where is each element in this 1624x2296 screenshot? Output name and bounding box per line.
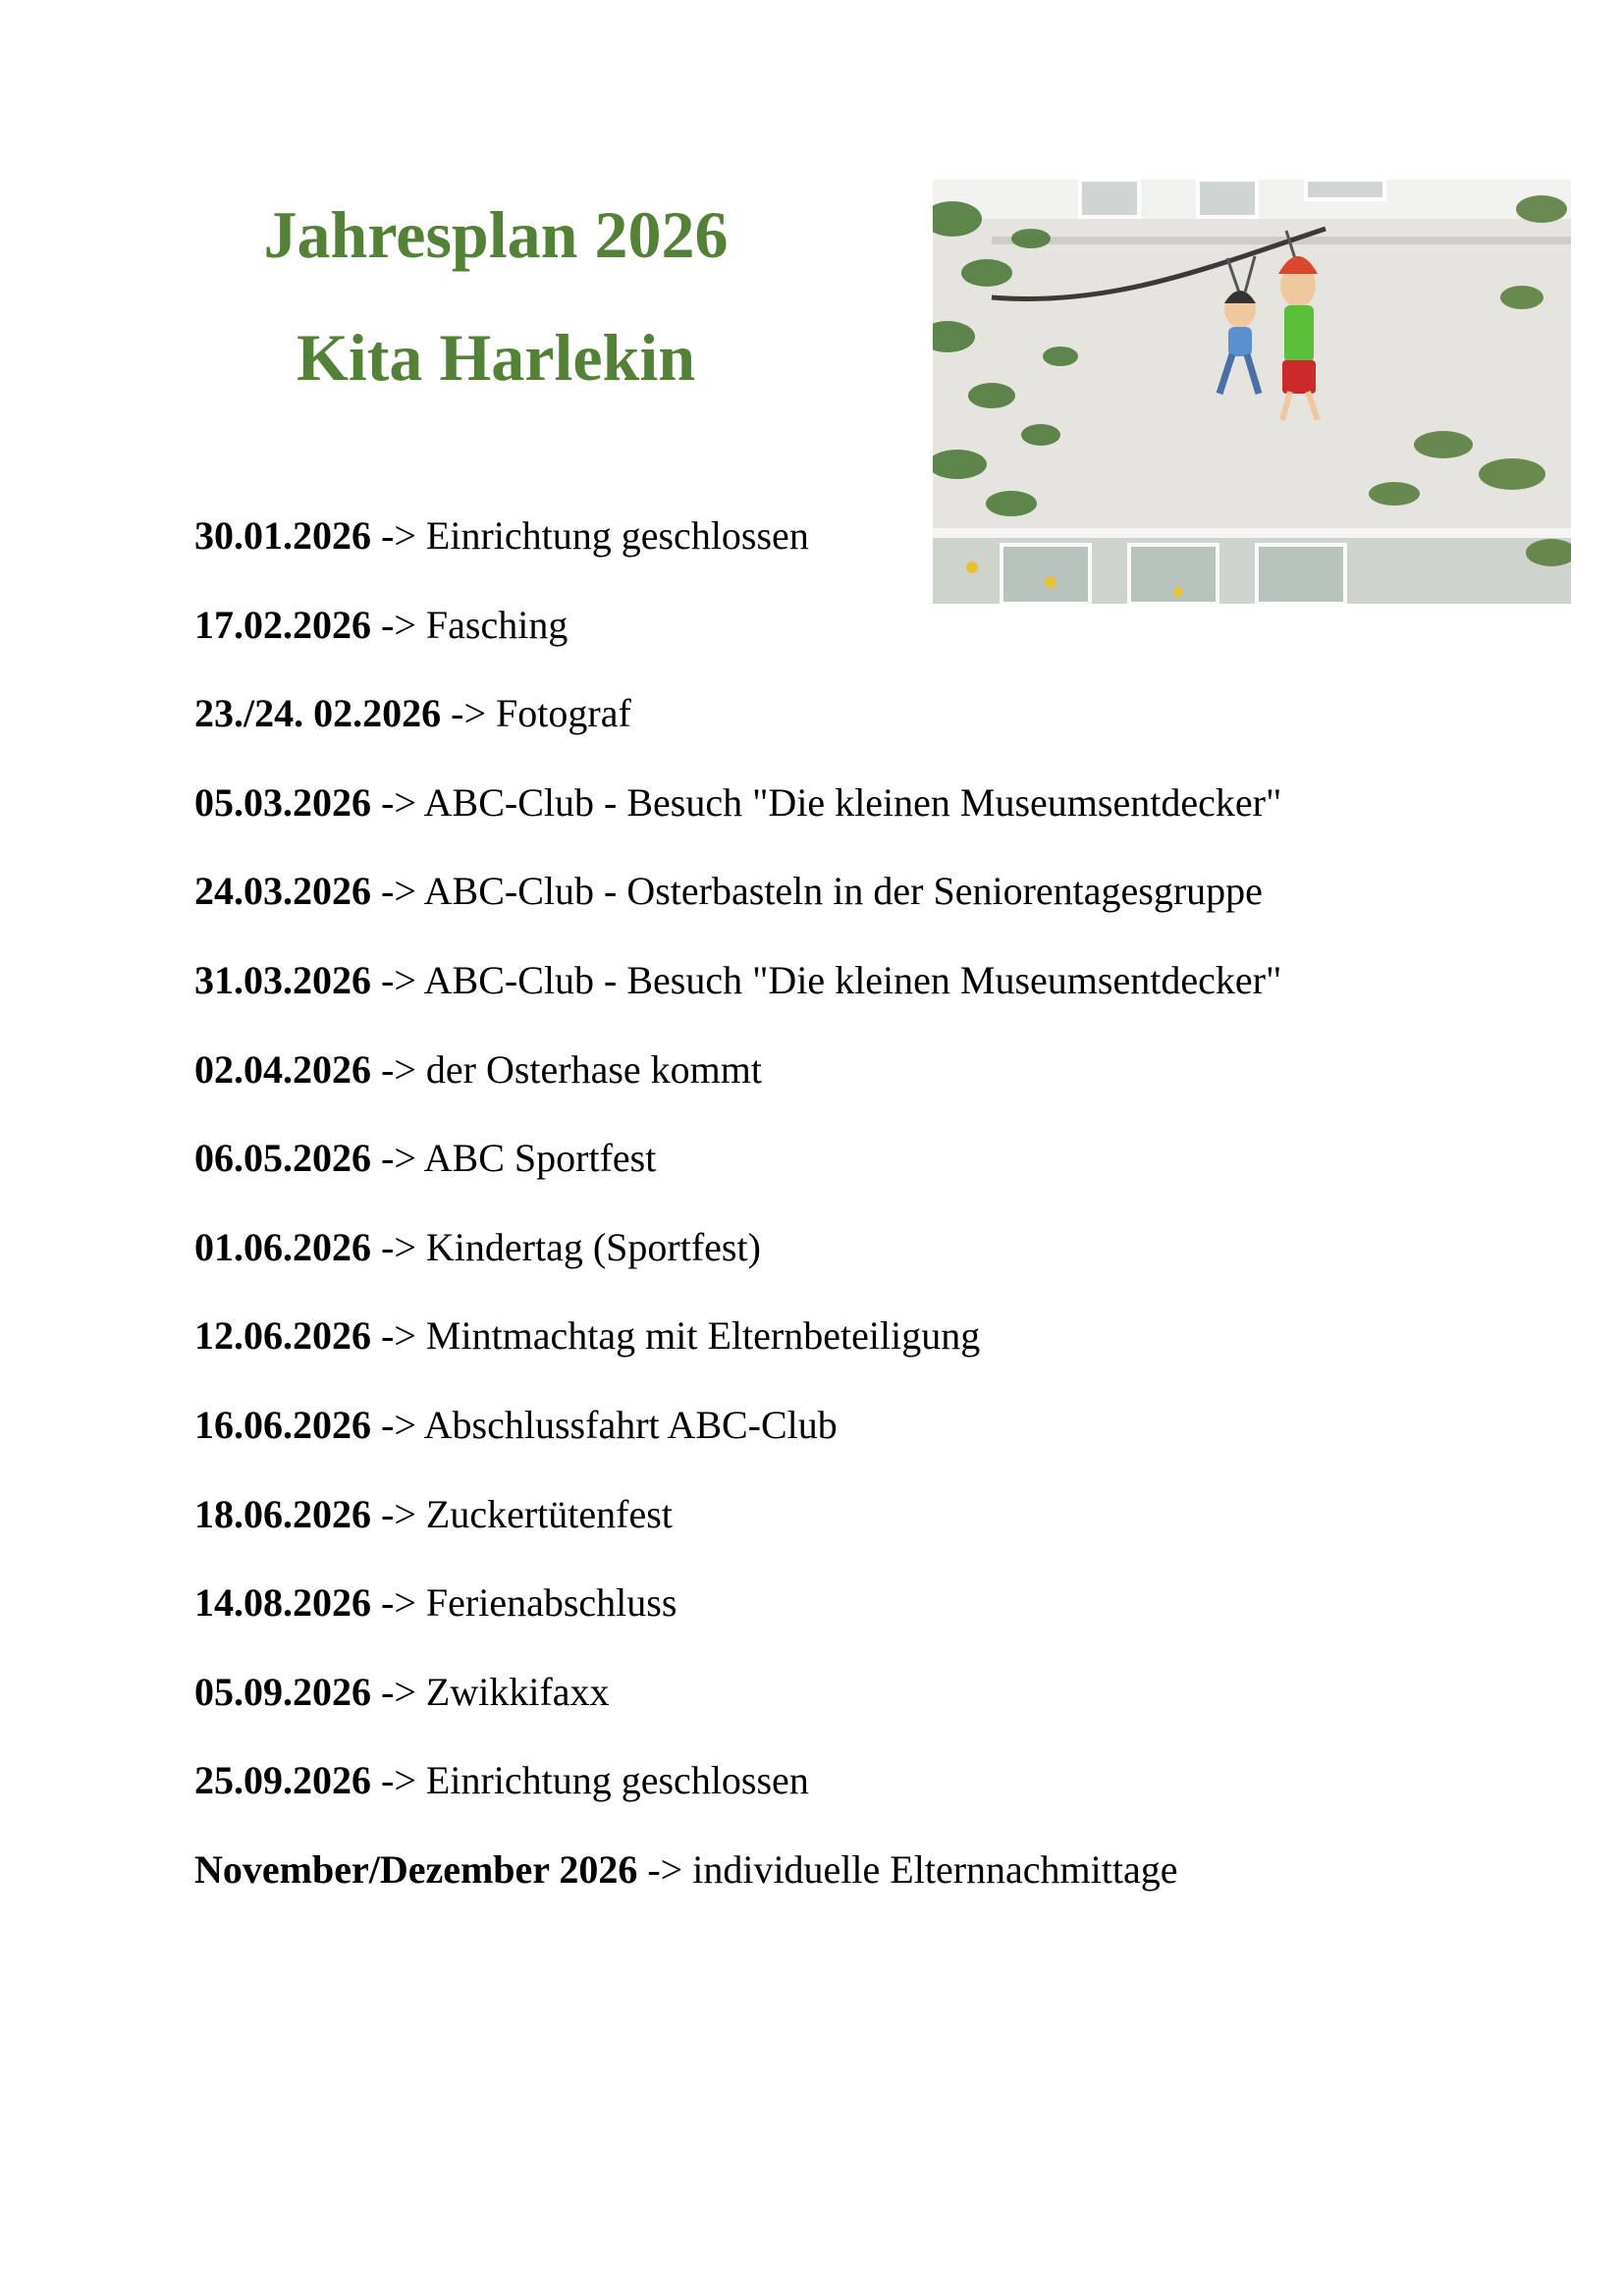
event-item	[194, 1220, 1569, 1309]
photo-window	[1306, 180, 1384, 199]
event-list	[194, 508, 1569, 1932]
event-date: 12.06.2026	[194, 1313, 371, 1359]
event-separator: ->	[371, 513, 426, 558]
event-date: 16.06.2026	[194, 1402, 371, 1447]
event-text: Fotograf	[496, 691, 631, 736]
event-item	[194, 1753, 1569, 1842]
event-separator: ->	[371, 1224, 426, 1269]
event-separator: ->	[371, 1046, 426, 1092]
event-date: 30.01.2026	[194, 513, 371, 558]
event-date: 02.04.2026	[194, 1046, 371, 1092]
event-item	[194, 1398, 1569, 1487]
event-separator: ->	[371, 1491, 426, 1536]
event-item	[194, 598, 1569, 687]
event-text: Mintmachtag mit Elternbeteiligung	[425, 1313, 981, 1359]
event-item	[194, 1575, 1569, 1665]
event-item	[194, 1308, 1569, 1398]
event-date: 25.09.2026	[194, 1758, 371, 1803]
event-separator: ->	[371, 602, 426, 647]
event-separator: ->	[637, 1846, 693, 1892]
event-item	[194, 953, 1569, 1042]
event-date: 31.03.2026	[194, 957, 371, 1002]
event-separator: ->	[371, 1669, 426, 1714]
event-text: Einrichtung geschlossen	[425, 513, 809, 558]
event-text: Ferienabschluss	[425, 1580, 677, 1626]
event-text: Zwikkifaxx	[425, 1669, 610, 1714]
event-item	[194, 1042, 1569, 1132]
event-separator: ->	[371, 1136, 424, 1181]
event-text: Abschlussfahrt ABC-Club	[423, 1402, 838, 1447]
event-date: 05.03.2026	[194, 779, 371, 825]
event-item	[194, 1665, 1569, 1754]
event-date: 06.05.2026	[194, 1136, 371, 1181]
event-text: Einrichtung geschlossen	[425, 1758, 809, 1803]
event-text: individuelle Elternnachmittage	[692, 1846, 1178, 1892]
event-text: Fasching	[425, 602, 568, 647]
event-text: ABC-Club - Besuch "Die kleinen Museumsentdecker"	[423, 957, 1282, 1002]
event-date: 05.09.2026	[194, 1669, 371, 1714]
event-item	[194, 508, 1569, 598]
event-text: ABC-Club - Osterbasteln in der Seniorentagesgruppe	[423, 869, 1263, 914]
event-separator: ->	[371, 957, 424, 1002]
event-date: 17.02.2026	[194, 602, 371, 647]
event-date: 01.06.2026	[194, 1224, 371, 1269]
event-separator: ->	[371, 1313, 426, 1359]
event-separator: ->	[371, 1402, 424, 1447]
event-item	[194, 1131, 1569, 1220]
event-item	[194, 775, 1569, 865]
event-item	[194, 864, 1569, 953]
photo-window	[1080, 180, 1139, 217]
event-text: ABC Sportfest	[423, 1136, 657, 1181]
event-item	[194, 1487, 1569, 1576]
page-subtitle: Kita Harlekin	[296, 320, 696, 395]
event-text: ABC-Club - Besuch "Die kleinen Museumsentdecker"	[423, 779, 1282, 825]
event-separator: ->	[441, 691, 497, 736]
event-separator: ->	[371, 1580, 426, 1626]
page-title: Jahresplan 2026	[263, 197, 729, 272]
event-separator: ->	[371, 779, 424, 825]
event-separator: ->	[371, 1758, 426, 1803]
event-text: der Osterhase kommt	[425, 1046, 763, 1092]
photo-window	[1198, 180, 1257, 217]
event-item	[194, 686, 1569, 775]
event-date: 24.03.2026	[194, 869, 371, 914]
event-date: 14.08.2026	[194, 1580, 371, 1626]
event-text: Kindertag (Sportfest)	[425, 1224, 761, 1269]
event-text: Zuckertütenfest	[425, 1491, 673, 1536]
event-item	[194, 1842, 1569, 1932]
event-separator: ->	[371, 869, 424, 914]
event-date: 23./24. 02.2026	[194, 691, 442, 736]
event-date: 18.06.2026	[194, 1491, 371, 1536]
event-date: November/Dezember 2026	[194, 1846, 638, 1892]
